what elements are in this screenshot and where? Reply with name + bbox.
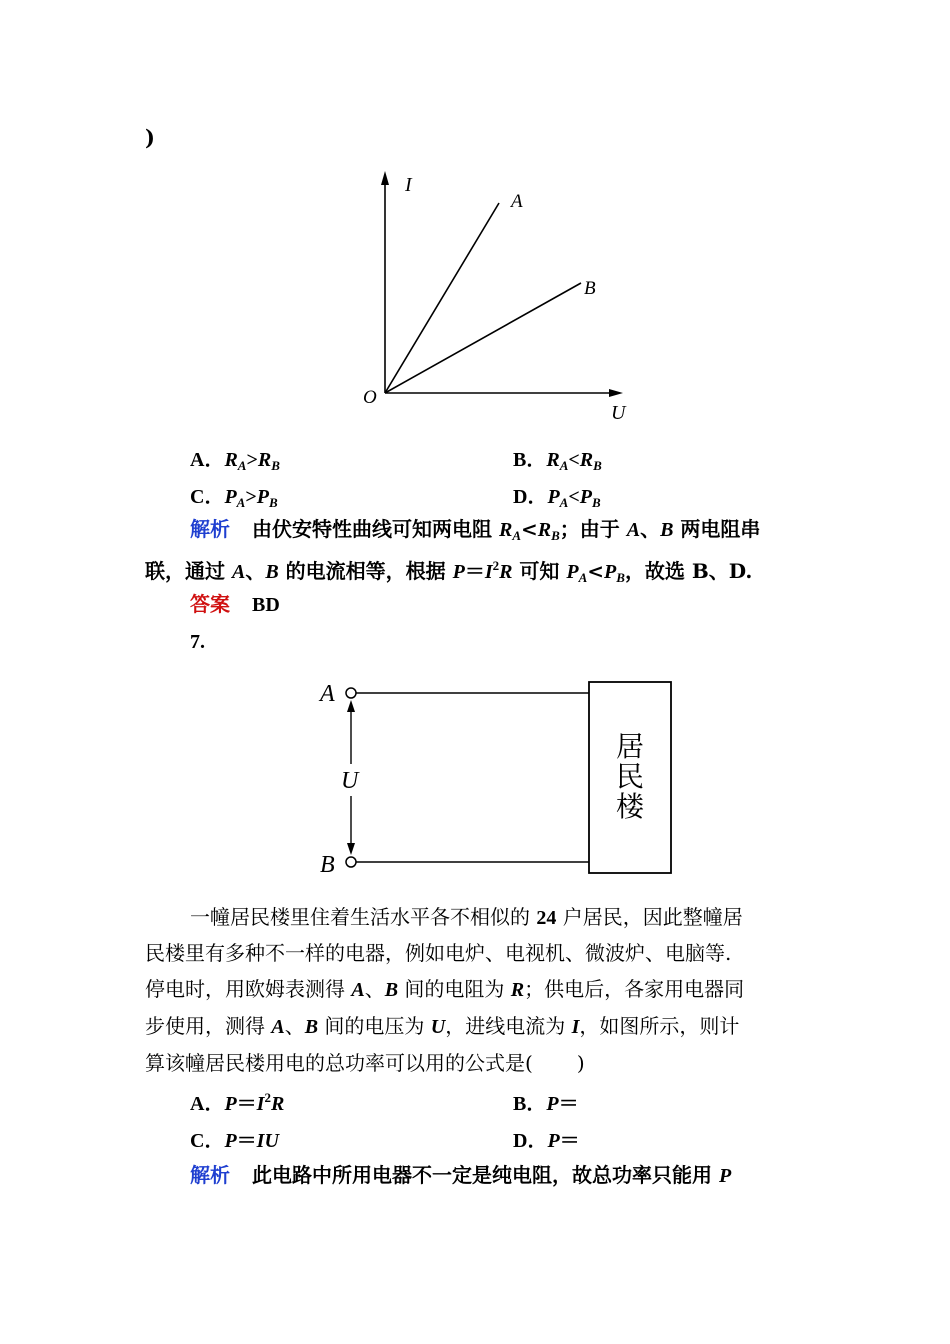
q6-answer xyxy=(190,590,280,619)
q7-option-b: B．P＝ xyxy=(513,1093,579,1115)
x-axis-label: U xyxy=(611,402,626,424)
terminal-a-node xyxy=(346,688,356,698)
line-b-label: B xyxy=(584,278,596,299)
voltage-label: U xyxy=(341,768,359,794)
q7-analysis-label: 解析 xyxy=(190,1163,230,1187)
line-b xyxy=(385,283,581,393)
q6-option-a: A．$R_A>R_B$ xyxy=(190,449,280,473)
origin-label: O xyxy=(363,387,377,408)
q7-stem-line3: 停电时，用欧姆表测得 A、B 间的电阻为 R；供电后，各家用电器同 xyxy=(145,977,745,1001)
q6-analysis-label: 解析 xyxy=(190,517,230,541)
x-axis-arrow xyxy=(609,389,623,397)
q7-option-a: A．$P=I^2R$ xyxy=(190,1090,285,1115)
terminal-a-label: A xyxy=(320,681,335,707)
top-fragment: ) xyxy=(145,125,155,150)
y-axis-arrow xyxy=(381,171,389,185)
q7-stem-line5: 算该幢居民楼用电的总功率可以用的公式是( ) xyxy=(145,1051,585,1075)
building-char-3: 楼 xyxy=(616,790,645,823)
q6-answer-label: 答案 xyxy=(190,592,230,616)
q7-stem-line1: 一幢居民楼里住着生活水平各不相似的 24 户居民，因此整幢居 xyxy=(190,905,743,929)
q7-option-d: D．P＝ xyxy=(513,1130,580,1152)
q7-analysis: 解析 此电路中所用电器不一定是纯电阻，故总功率只能用 P xyxy=(190,1163,732,1187)
building-char-2: 民 xyxy=(616,760,645,793)
terminal-b-node xyxy=(346,857,356,867)
q6-answer-value: BD xyxy=(252,594,280,616)
iu-graph xyxy=(355,165,645,430)
q6-option-b: B．$R_A<R_B$ xyxy=(513,449,602,473)
voltage-arrow-up-head xyxy=(347,700,355,712)
line-a-label: A xyxy=(511,191,523,212)
q6-analysis-line2: 联，通过 A、B 的电流相等，根据 $P=I^2R$ 可知 $P_A<P_B$，故选 B、D. xyxy=(145,558,753,585)
circuit-diagram xyxy=(310,672,690,887)
y-axis-label: I xyxy=(405,174,412,196)
q7-stem-line4: 步使用，测得 A、B 间的电压为 U，进线电流为 I，如图所示，则计 xyxy=(145,1014,740,1038)
building-char-1: 居 xyxy=(616,730,645,763)
terminal-b-label: B xyxy=(320,852,335,878)
q7-option-c: C．P＝IU xyxy=(190,1130,279,1152)
q7-number: 7. xyxy=(190,631,205,653)
q6-option-c: C．$P_A>P_B$ xyxy=(190,486,278,510)
voltage-arrow-down-head xyxy=(347,843,355,855)
line-a xyxy=(385,203,499,393)
q6-option-d: D．$P_A<P_B$ xyxy=(513,486,601,510)
q7-stem-line2: 民楼里有多种不一样的电器，例如电炉、电视机、微波炉、电脑等. xyxy=(145,941,732,965)
q6-analysis-line1: 解析 由伏安特性曲线可知两电阻 $R_A<R_B$；由于 A、B 两电阻串 xyxy=(190,517,761,543)
